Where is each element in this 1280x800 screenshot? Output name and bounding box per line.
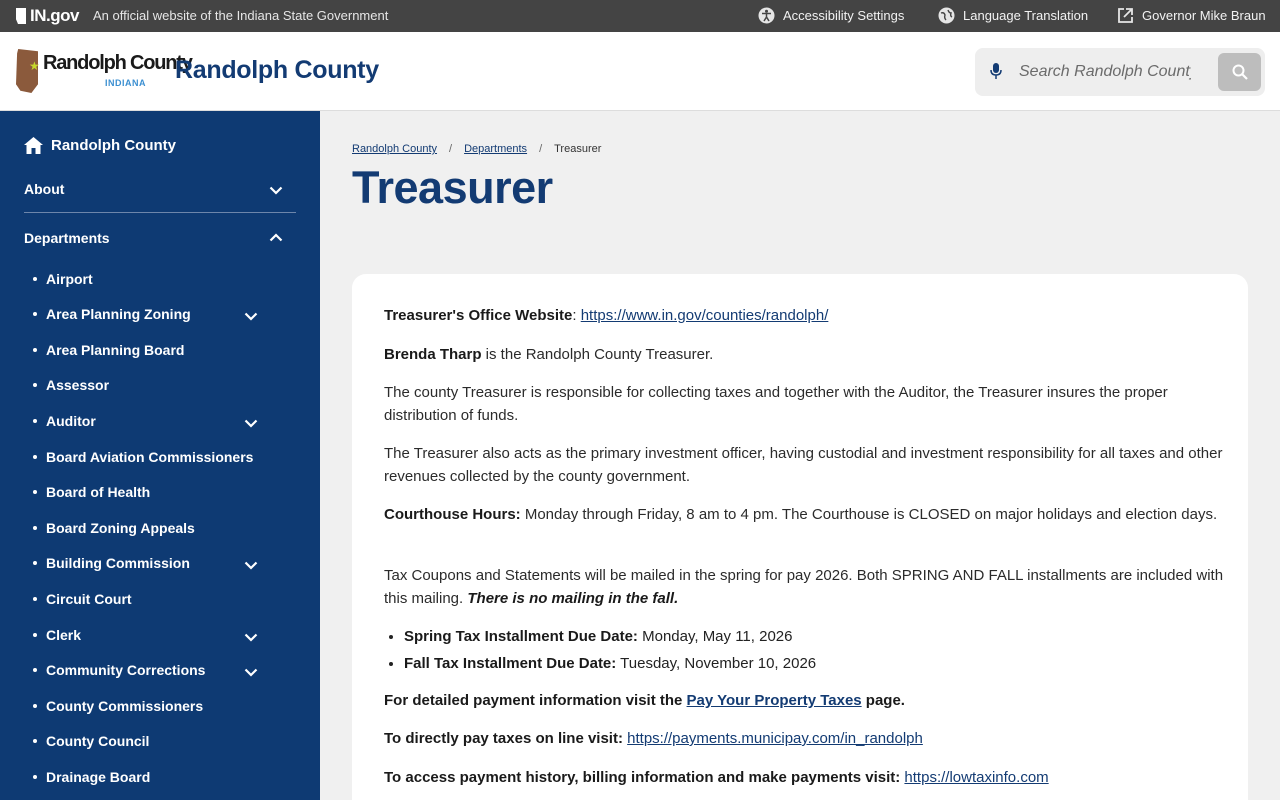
sidebar-item-label: Airport [46,271,93,287]
bullet [33,597,37,601]
payment-history-paragraph [384,767,1224,790]
governor-link[interactable] [1117,7,1266,24]
fall-due-label: Fall Tax Installment Due Date: [404,655,617,672]
sidebar-item-board-zoning-appeals[interactable] [33,520,195,536]
sidebar-item-label: Community Corrections [46,662,206,678]
sidebar-item-label: Drainage Board [46,769,151,785]
bullet [33,383,37,387]
sidebar-item-label: County Council [46,733,150,749]
list-item [404,650,1204,677]
due-dates-list [404,623,1204,677]
detail-prefix: For detailed payment information visit the [384,692,687,709]
official-website-notice: An official website of the Indiana State Government [93,8,389,23]
coupons-text: Tax Coupons and Statements will be mailed in the spring for pay 2026. Both SPRING AND FALL installments are included with this mailing. [384,567,1224,607]
indiana-state-icon [16,8,26,24]
website-label: Treasurer's Office Website [384,307,573,324]
sidebar-item-label: Assessor [46,377,110,393]
search-input[interactable] [1019,60,1191,84]
breadcrumb-home-link[interactable]: Randolph County [352,143,438,155]
sidebar-nav [0,111,320,800]
search-icon [1232,64,1248,80]
home-icon [24,137,43,154]
accessibility-settings-link[interactable] [758,7,904,24]
sidebar-item-label: Board Aviation Commissioners [46,449,254,465]
lowtaxinfo-link[interactable]: https://lowtaxinfo.com [904,769,1049,786]
sidebar-item-board-of-health[interactable] [33,484,150,500]
hours-text: Monday through Friday, 8 am to 4 pm. The Courthouse is CLOSED on major holidays and election days. [520,506,1218,523]
sidebar-item-drainage-board[interactable] [33,769,150,785]
site-title[interactable]: Randolph County [175,56,379,84]
sidebar-item-label: Clerk [46,627,82,643]
sidebar-item-area-planning-zoning[interactable] [33,306,191,322]
breadcrumb-separator: / [449,143,453,155]
sidebar-item-label: Area Planning Board [46,342,185,358]
spring-due-date: Monday, May 11, 2026 [637,628,793,645]
sidebar-home-label: Randolph County [51,137,176,154]
tax-coupons-paragraph [384,565,1224,610]
sidebar-item-area-planning-board[interactable] [33,342,184,358]
sidebar-item-label: Area Planning Zoning [46,306,191,322]
language-translation-link[interactable] [938,7,1088,24]
star-icon: ★ [29,59,40,73]
bullet [33,348,37,352]
sidebar-item-label: Building Commission [46,555,190,571]
fall-due-date: Tuesday, November 10, 2026 [616,655,817,672]
chevron-down-icon[interactable] [243,557,259,573]
ingov-logo[interactable] [16,6,79,26]
treasurer-paragraph [384,344,1224,367]
sidebar-item-about[interactable]: About [24,181,65,197]
sidebar-item-building-commission[interactable] [33,555,190,571]
website-paragraph: Treasurer's Office Website: https://www.in.gov/counties/randolph/ [384,307,829,324]
chevron-down-icon[interactable] [268,182,284,198]
payment-info-paragraph [384,690,1224,713]
content-card [352,274,1248,800]
sidebar-item-community-corrections[interactable] [33,662,205,678]
search-box [975,48,1265,96]
sidebar-item-clerk[interactable] [33,627,81,643]
external-link-icon [1117,7,1134,24]
bullet [33,668,37,672]
sidebar-item-label: Auditor [46,413,96,429]
chevron-down-icon[interactable] [243,415,259,431]
treasurer-suffix: is the Randolph County Treasurer. [481,346,714,363]
sidebar-item-airport[interactable] [33,271,93,287]
bullet [33,277,37,281]
bullet [33,561,37,565]
bullet [33,775,37,779]
microphone-icon[interactable] [989,62,1003,82]
sidebar-item-circuit-court[interactable] [33,591,132,607]
spring-due-label: Spring Tax Installment Due Date: [404,628,638,645]
accessibility-settings-label: Accessibility Settings [783,8,905,23]
ingov-brand-text: IN.gov [30,6,79,25]
bullet [33,455,37,459]
chevron-down-icon[interactable] [243,308,259,324]
detail-suffix: page. [861,692,905,709]
chevron-down-icon[interactable] [243,629,259,645]
bullet [33,526,37,530]
no-fall-mailing-note: There is no mailing in the fall. [467,589,679,607]
treasurer-name: Brenda Tharp [384,346,482,363]
search-button[interactable] [1218,53,1261,91]
sidebar-item-label: Board of Health [46,484,151,500]
municipay-link[interactable]: https://payments.municipay.com/in_randolph [627,730,923,747]
treasurer-website-link[interactable]: https://www.in.gov/counties/randolph/ [580,307,829,324]
history-prefix: To access payment history, billing information and make payments visit: [384,769,905,786]
breadcrumb-departments-link[interactable]: Departments [464,143,528,155]
investment-paragraph: The Treasurer also acts as the primary investment officer, having custodial and investment responsibility for all taxes and other revenues collected by the county government. [384,445,1223,485]
logo-county-text: Randolph County [43,52,192,74]
language-translation-label: Language Translation [963,8,1089,23]
bullet [33,312,37,316]
state-topbar [0,0,1280,32]
county-logo[interactable] [16,49,192,95]
breadcrumb-separator: / [539,143,543,155]
sidebar-item-label: Board Zoning Appeals [46,520,195,536]
pay-property-taxes-link[interactable]: Pay Your Property Taxes [686,692,862,709]
governor-label: Governor Mike Braun [1142,8,1266,23]
list-item [404,623,1204,650]
page-title: Treasurer [352,162,553,213]
bullet [33,739,37,743]
globe-icon [938,7,955,24]
sidebar-home-link[interactable] [24,137,176,154]
sidebar-item-county-council[interactable] [33,733,149,749]
sidebar-item-assessor[interactable] [33,377,109,393]
sidebar-item-departments[interactable]: Departments [24,230,110,246]
sidebar-item-label: Circuit Court [46,591,132,607]
courthouse-hours-paragraph [384,504,1224,527]
hours-label: Courthouse Hours: [384,506,521,523]
chevron-up-icon[interactable] [268,229,284,245]
sidebar-item-label: County Commissioners [46,698,204,714]
logo-state-text: INDIANA [105,78,146,88]
breadcrumb [352,143,601,155]
responsibility-paragraph: The county Treasurer is responsible for collecting taxes and together with the Auditor, the Treasurer insures the proper distribution of funds. [384,384,1168,424]
sidebar-item-board-aviation-commissioners[interactable] [33,449,253,465]
sidebar-divider [24,212,296,213]
bullet [33,704,37,708]
online-payment-paragraph [384,728,1224,751]
bullet [33,419,37,423]
accessibility-icon [758,7,775,24]
chevron-down-icon[interactable] [243,664,259,680]
bullet [33,633,37,637]
sidebar-item-auditor[interactable] [33,413,96,429]
site-header [0,32,1280,111]
bullet [33,490,37,494]
breadcrumb-current: Treasurer [554,143,602,155]
online-prefix: To directly pay taxes on line visit: [384,730,628,747]
sidebar-item-county-commissioners[interactable] [33,698,203,714]
